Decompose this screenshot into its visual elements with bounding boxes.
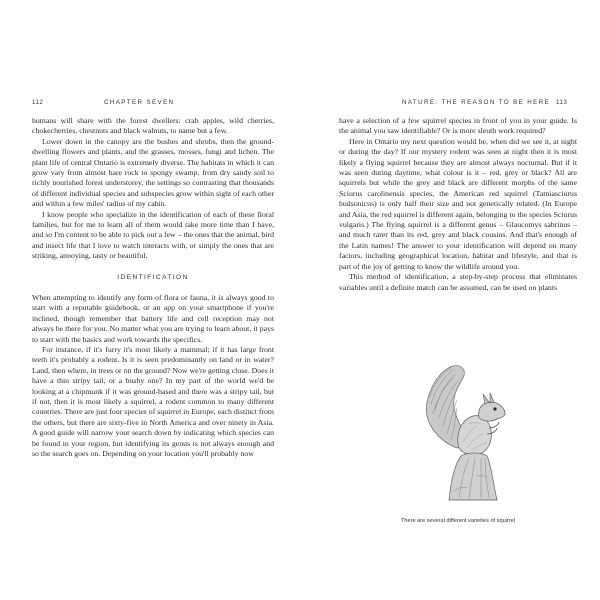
running-head: CHAPTER SEVEN	[104, 99, 175, 106]
paragraph: I know people who specialize in the identification of each of these floral families, but for me to learn all of them would take more time than I have, and so I'm content to be able to pick out a few – the ones that the animal, bird and insect life that I love to watch interacts with, or simply the ones that are striking, annoying, tasty or beautiful.	[32, 209, 274, 261]
paragraph: have a selection of a few squirrel species in front of you in your guide. Is the animal you saw identifiable? Or is more sleuth work required?	[339, 116, 577, 136]
squirrel-illustration	[397, 352, 525, 502]
page-number: 112	[32, 99, 44, 106]
body-text-top	[32, 116, 274, 262]
paragraph: For instance, if it's furry it's most likely a mammal; if it has large front teeth it's probably a rodent. Is it is seen predominantly on land or in water? Land, then where, in trees or on the ground? Now we're getting close. Does it have a thin stripy tail, or a bushy one? In my part of the world we'd be looking at a chipmunk if it was ground-based and there was a stripy tail, but if not, then it is most likely a squirrel, a rodent common to many different countries. There are just four species of squirrel in Europe, each distinct from the others, but there are sixty-five in North America and over ninety in Asia. A good guide will narrow your search down by indicating which species can be found in your region, but identifying its genus is not always enough and so the search goes on. Depending on your location you'll probably now	[32, 345, 274, 459]
running-head: NATURE: THE REASON TO BE HERE	[402, 99, 551, 106]
section-heading: IDENTIFICATION	[117, 274, 189, 281]
page-number: 113	[556, 99, 568, 106]
paragraph: When attempting to identify any form of flora or fauna, it is always good to start with a reputable guidebook, or an app on your smartphone if you're inclined, though remember that battery life and cell reception may not always be there for you. No matter what you are trying to learn about, it pays to start with the basics and work towards the specifics.	[32, 293, 274, 344]
right-page	[300, 0, 600, 600]
paragraph: Here in Ontario my next question would be, when did we see it, at night or during the day? If our mystery rodent was seen at night then it is most likely a flying squirrel because they are almost always nocturnal. But if it was seen during daytime, what colour is it – red, grey or black? All are squirrels but while the grey and black are different morphs of the same Sciurus carolinensis species, the American red squirrel (Tamiasciurus hudsonicus) is only half their size and not genetically related. (In Europe and Asia, the red squirrel is different again, belonging to the species Sciurus vulgaris.) The flying squirrel is a different genus – Glaucomys sabrinus – and much rarer than its red, grey and black cousins. And that's enough of the Latin names! The answer to your identification will depend on many factors, including geographical location, habitat and lifestyle, and that is part of the joy of getting to know the wildlife around you.	[339, 136, 577, 271]
body-text-bottom	[32, 293, 274, 460]
paragraph: Lower down in the canopy are the bushes and shrubs, then the ground-dwelling flowers and plants, and the grasses, mosses, fungi and lichen. The plant life of central Ontario is extremely diverse. The habitats in which it can grow vary from almost bare rock to spongy swamp, from dry sandy soil to richly nourished forest understorey, the settings so contrasting that thousands of different individual species and subspecies grow within sight of each other and within a few miles' radius of my cabin.	[32, 136, 274, 209]
figure-caption: There are several different varieties of squirrel	[401, 518, 515, 524]
body-text	[339, 116, 577, 293]
paragraph: This method of identification, a step-by-step process that eliminates variables until a definite match can be assumed, can be used on plants	[339, 272, 577, 292]
paragraph: humans will share with the forest dwellers: crab apples, wild cherries, chokecherries, chestnuts and black walnuts, to name but a few.	[32, 116, 274, 136]
